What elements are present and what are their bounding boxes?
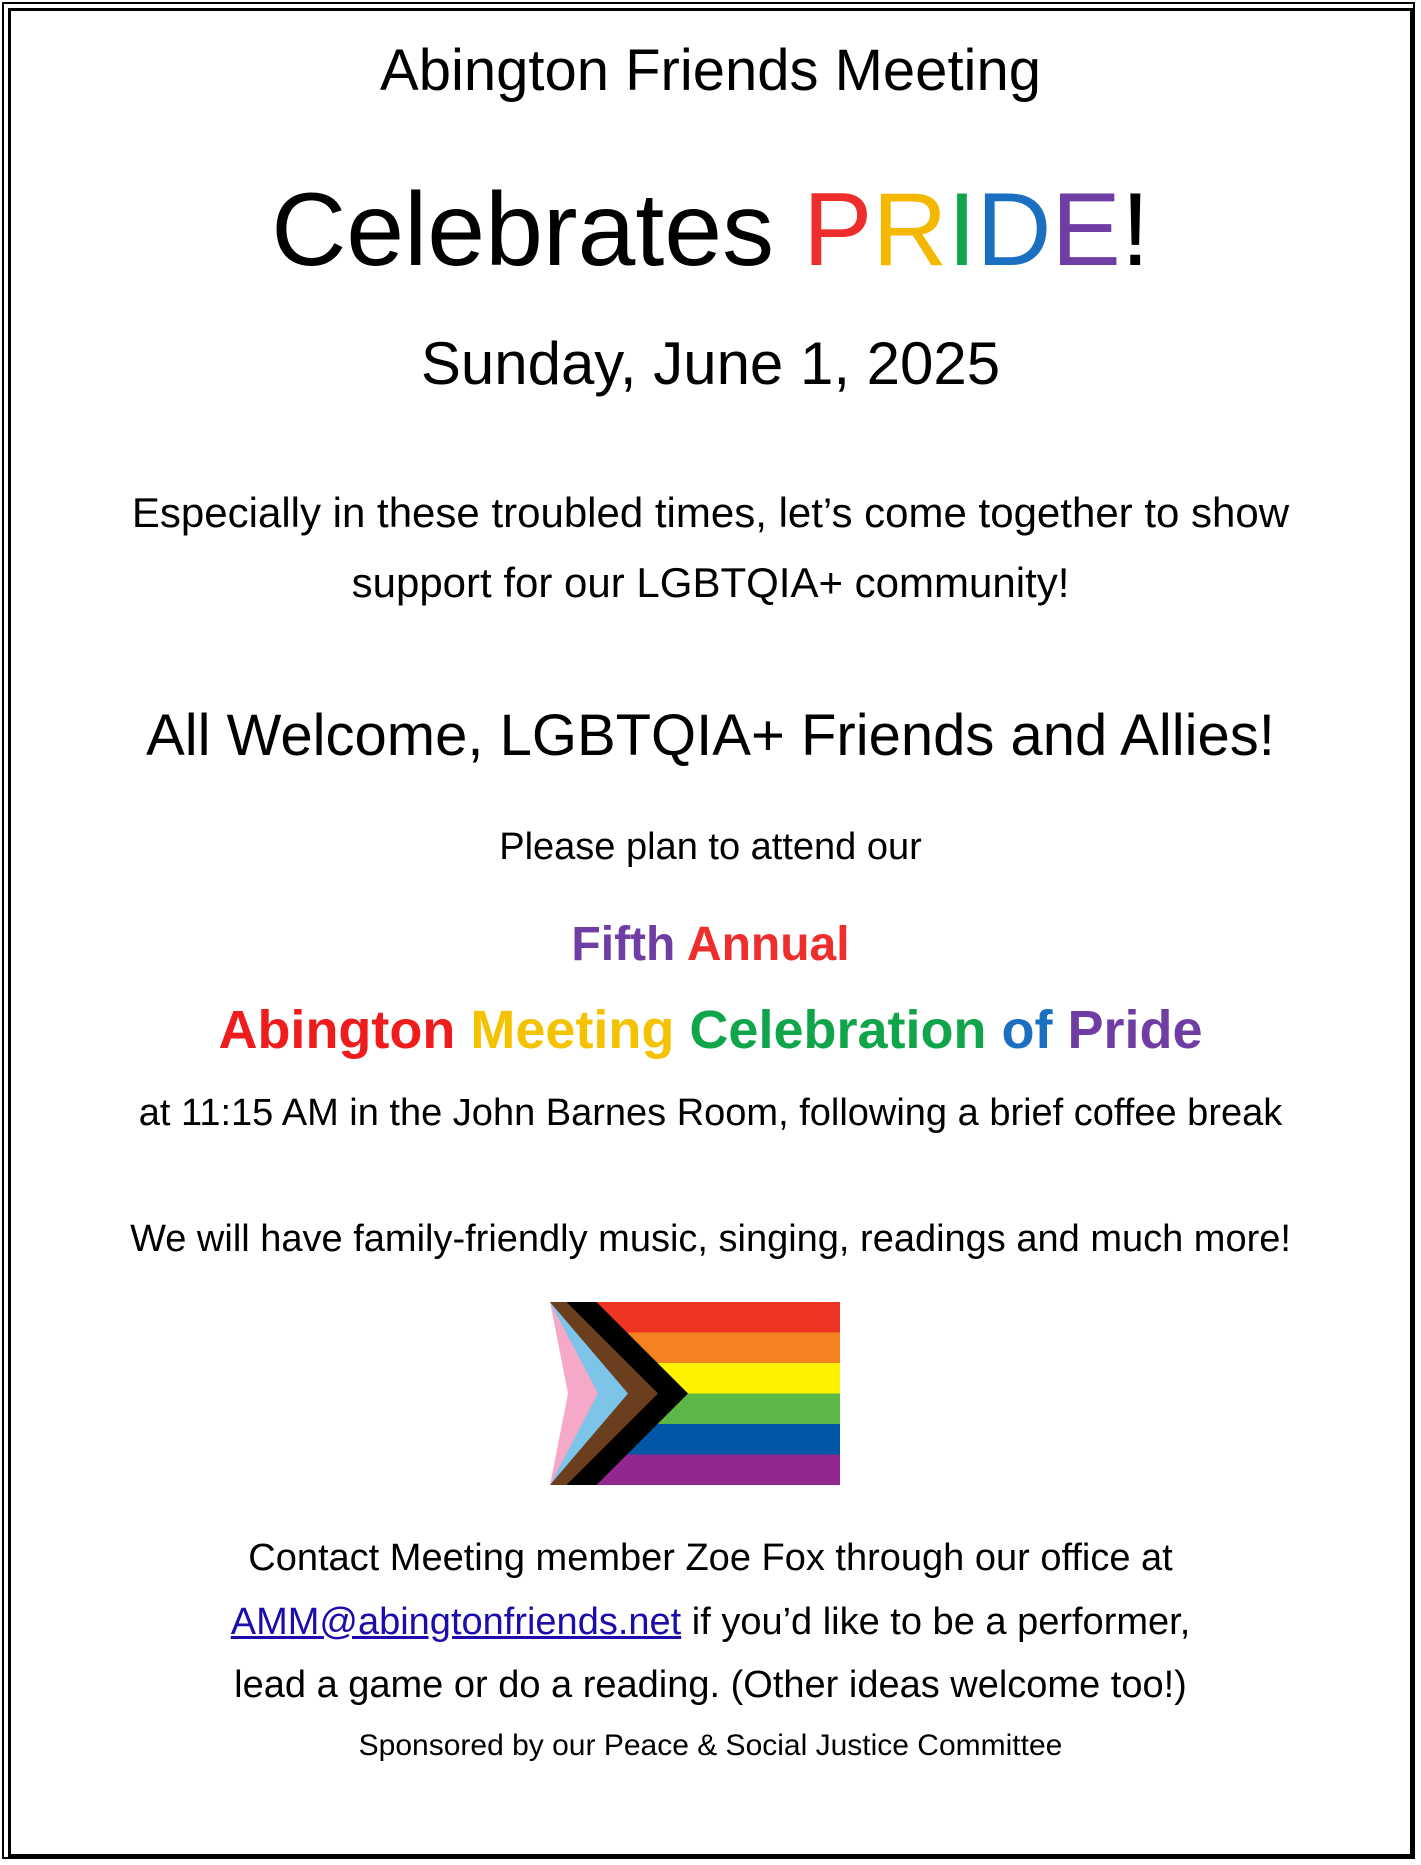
fifth-annual [0,914,1421,976]
contact-line-3: lead a game or do a reading. (Other ideas welcome too!) [234,1664,1187,1706]
event-date: Sunday, June 1, 2025 [420,330,1001,397]
pride-letter: D [976,172,1052,288]
colored-word: Pride [1067,1000,1203,1060]
progress-pride-flag-icon [550,1302,840,1485]
email-link[interactable]: AMM@abingtonfriends.net [230,1601,682,1643]
colored-word: Meeting [470,1000,675,1060]
headline-suffix: ! [1120,172,1150,288]
colored-word: Fifth [571,918,676,971]
pride-letter: E [1051,172,1121,288]
organization-name: Abington Friends Meeting [380,38,1041,103]
intro-line-2: support for our LGBTQIA+ community! [351,559,1070,606]
welcome-heading: All Welcome, LGBTQIA+ Friends and Allies! [146,703,1275,768]
headline-prefix: Celebrates [271,172,804,288]
pride-letter: P [803,172,873,288]
contact-line-2 [0,1597,1421,1647]
pride-letter: I [947,172,977,288]
colored-word: of [1001,1000,1053,1060]
headline [0,170,1421,290]
contact-line-2-rest: if you’d like to be a performer, [681,1601,1191,1643]
time-and-place: at 11:15 AM in the John Barnes Room, following a brief coffee break [138,1092,1283,1134]
sponsor-note: Sponsored by our Peace & Social Justice Committee [358,1729,1063,1762]
colored-word: Abington [218,1000,456,1060]
pride-letter: R [872,172,948,288]
celebration-title [0,996,1421,1064]
plan-to-attend: Please plan to attend our [499,826,922,868]
colored-word: Celebration [689,1000,987,1060]
activities: We will have family-friendly music, singing, readings and much more! [130,1218,1291,1260]
contact-line-1: Contact Meeting member Zoe Fox through our office at [248,1537,1173,1579]
colored-word: Annual [686,918,850,971]
pride-word [803,172,1121,288]
intro-line-1: Especially in these troubled times, let’s come together to show [131,489,1290,536]
